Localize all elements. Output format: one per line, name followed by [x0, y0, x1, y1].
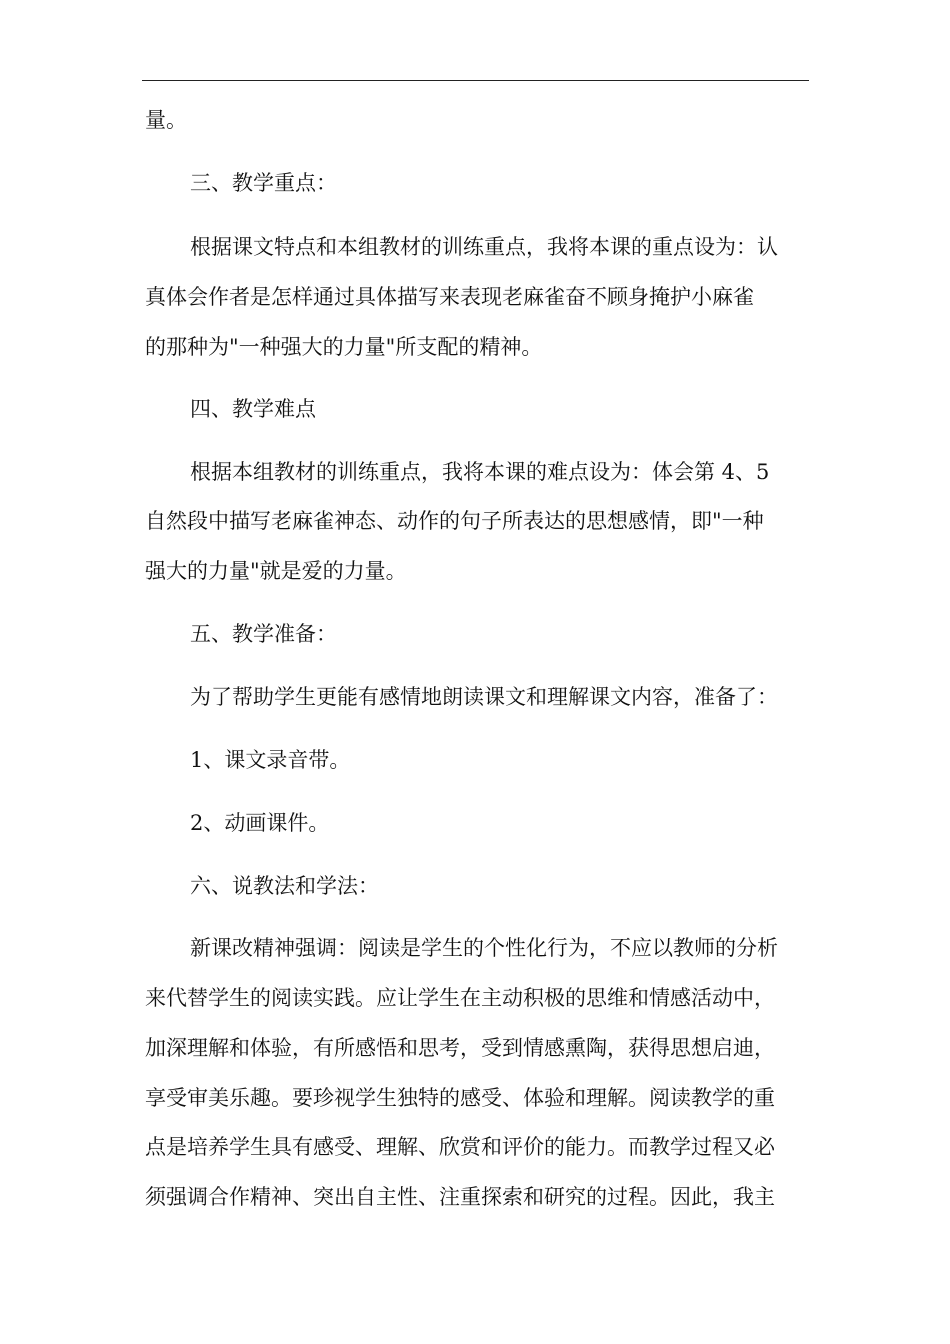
section-heading: 三、教学重点：: [190, 171, 337, 195]
list-item: 2、动画课件。: [190, 811, 330, 835]
text-line: 新课改精神强调：阅读是学生的个性化行为，不应以教师的分析: [190, 936, 778, 960]
text-line: 量。: [145, 108, 187, 132]
text-line: 加深理解和体验，有所感悟和思考，受到情感熏陶，获得思想启迪，: [145, 1036, 775, 1060]
text-line: 来代替学生的阅读实践。应让学生在主动积极的思维和情感活动中，: [145, 986, 775, 1010]
text-line: 点是培养学生具有感受、理解、欣赏和评价的能力。而教学过程又必: [145, 1135, 775, 1159]
text-line: 的那种为"一种强大的力量"所支配的精神。: [145, 335, 543, 359]
text-line: 真体会作者是怎样通过具体描写来表现老麻雀奋不顾身掩护小麻雀: [145, 285, 754, 309]
text-line: 为了帮助学生更能有感情地朗读课文和理解课文内容，准备了：: [190, 685, 778, 709]
header-rule: [142, 80, 809, 81]
text-line: 自然段中描写老麻雀神态、动作的句子所表达的思想感情，即"一种: [145, 509, 764, 533]
text-line: 须强调合作精神、突出自主性、注重探索和研究的过程。因此，我主: [145, 1185, 775, 1209]
text-line: 享受审美乐趣。要珍视学生独特的感受、体验和理解。阅读教学的重: [145, 1086, 775, 1110]
text-line: 根据课文特点和本组教材的训练重点，我将本课的重点设为：认: [190, 235, 778, 259]
section-heading: 五、教学准备：: [190, 622, 337, 646]
section-heading: 四、教学难点: [190, 397, 316, 421]
list-item: 1、课文录音带。: [190, 748, 351, 772]
text-line: 根据本组教材的训练重点，我将本课的难点设为：体会第 4、5: [190, 460, 770, 484]
section-heading: 六、说教法和学法：: [190, 874, 379, 898]
text-line: 强大的力量"就是爱的力量。: [145, 559, 407, 583]
